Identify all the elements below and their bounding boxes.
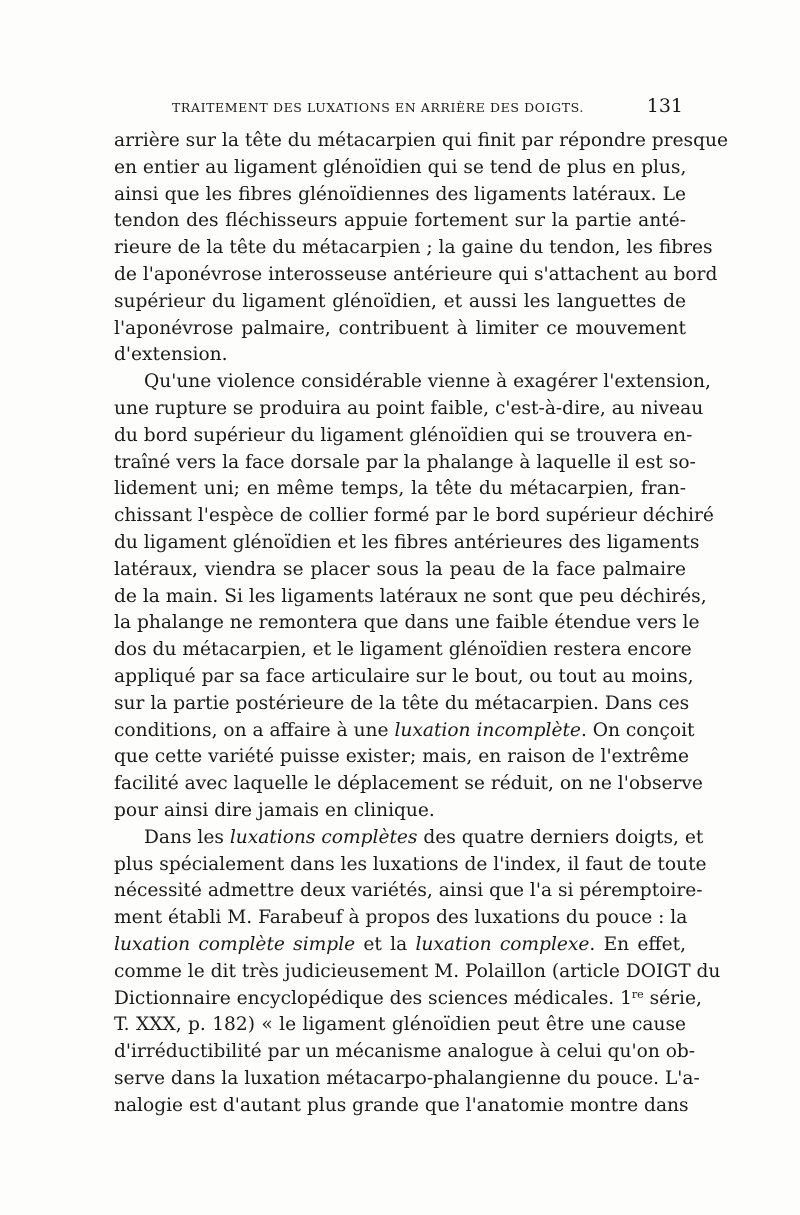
text-line: plus spécialement dans les luxations de l'index, il faut de toute (114, 853, 707, 875)
running-title: TRAITEMENT DES LUXATIONS EN ARRIÈRE DES DOIGTS. (172, 100, 584, 115)
text-line: facilité avec laquelle le déplacement se réduit, on ne l'observe (114, 773, 703, 795)
text-line: lidement uni; en même temps, la tête du métacarpien, fran- (114, 478, 686, 500)
text-line: conditions, on a affaire à une luxation incomplète. On conçoit (114, 719, 695, 741)
body-text (114, 128, 728, 1119)
text-line: latéraux, viendra se placer sous la peau de la face palmaire (114, 558, 686, 580)
running-head (120, 92, 685, 122)
text-line: ainsi que les fibres glénoïdiennes des ligaments latéraux. Le (114, 183, 686, 205)
italic-term: luxations complètes (229, 826, 418, 848)
text-line: comme le dit très judicieusement M. Polaillon (article DOIGT du (114, 960, 721, 982)
text-line: Qu'une violence considérable vienne à exagérer l'extension, (144, 371, 711, 393)
text-line: Dictionnaire encyclopédique des sciences médicales. 1re série, (114, 987, 702, 1009)
text-line: arrière sur la tête du métacarpien qui finit par répondre presque (114, 130, 728, 151)
text-line: tendon des fléchisseurs appuie fortement sur la partie anté- (114, 210, 686, 232)
text-line: d'extension. (114, 344, 228, 366)
text-line: appliqué par sa face articulaire sur le bout, ou tout au moins, (114, 665, 694, 687)
text-line: nalogie est d'autant plus grande que l'anatomie montre dans (114, 1094, 689, 1116)
text-line: que cette variété puisse exister; mais, en raison de l'extrême (114, 746, 690, 768)
text-line: chissant l'espèce de collier formé par le bord supérieur déchiré (114, 505, 714, 527)
page-number: 131 (646, 95, 683, 117)
text-line: traîné vers la face dorsale par la phalange à laquelle il est so- (114, 451, 696, 473)
text-line: d'irréductibilité par un mécanisme analogue à celui qu'on ob- (114, 1041, 696, 1063)
text-line: de l'aponévrose interosseuse antérieure qui s'attachent au bord (114, 263, 718, 285)
text-line: rieure de la tête du métacarpien ; la gaine du tendon, les fibres (114, 237, 713, 259)
text-line: nécessité admettre deux variétés, ainsi que l'a si péremptoire- (114, 880, 703, 902)
italic-term: luxation complexe (415, 933, 590, 955)
text-line: l'aponévrose palmaire, contribuent à limiter ce mouvement (114, 317, 686, 339)
text-line: supérieur du ligament glénoïdien, et aussi les languettes de (114, 290, 686, 312)
text-line: du bord supérieur du ligament glénoïdien qui se trouvera en- (114, 424, 693, 446)
text-line: de la main. Si les ligaments latéraux ne sont que peu déchirés, (114, 585, 707, 607)
text-line: pour ainsi dire jamais en clinique. (114, 799, 435, 821)
text-line: une rupture se produira au point faible, c'est-à-dire, au niveau (114, 397, 704, 419)
text-line: en entier au ligament glénoïdien qui se tend de plus en plus, (114, 156, 687, 178)
text-line: dos du métacarpien, et le ligament glénoïdien restera encore (114, 639, 692, 661)
text-line: luxation complète simple et la luxation complexe. En effet, (114, 933, 686, 955)
text-line: T. XXX, p. 182) « le ligament glénoïdien peut être une cause (114, 1014, 686, 1036)
italic-term: luxation incomplète (394, 719, 581, 741)
text-line: serve dans la luxation métacarpo-phalangienne du pouce. L'a- (114, 1067, 700, 1089)
text-line: sur la partie postérieure de la tête du métacarpien. Dans ces (114, 692, 690, 714)
text-line: la phalange ne remontera que dans une faible étendue vers le (114, 612, 700, 634)
superscript: re (631, 987, 644, 1001)
text-line: ment établi M. Farabeuf à propos des luxations du pouce : la (114, 907, 688, 929)
text-line: Dans les luxations complètes des quatre derniers doigts, et (144, 826, 704, 848)
italic-term: luxation complète simple (114, 933, 356, 955)
text-line: du ligament glénoïdien et les fibres antérieures des ligaments (114, 531, 700, 553)
